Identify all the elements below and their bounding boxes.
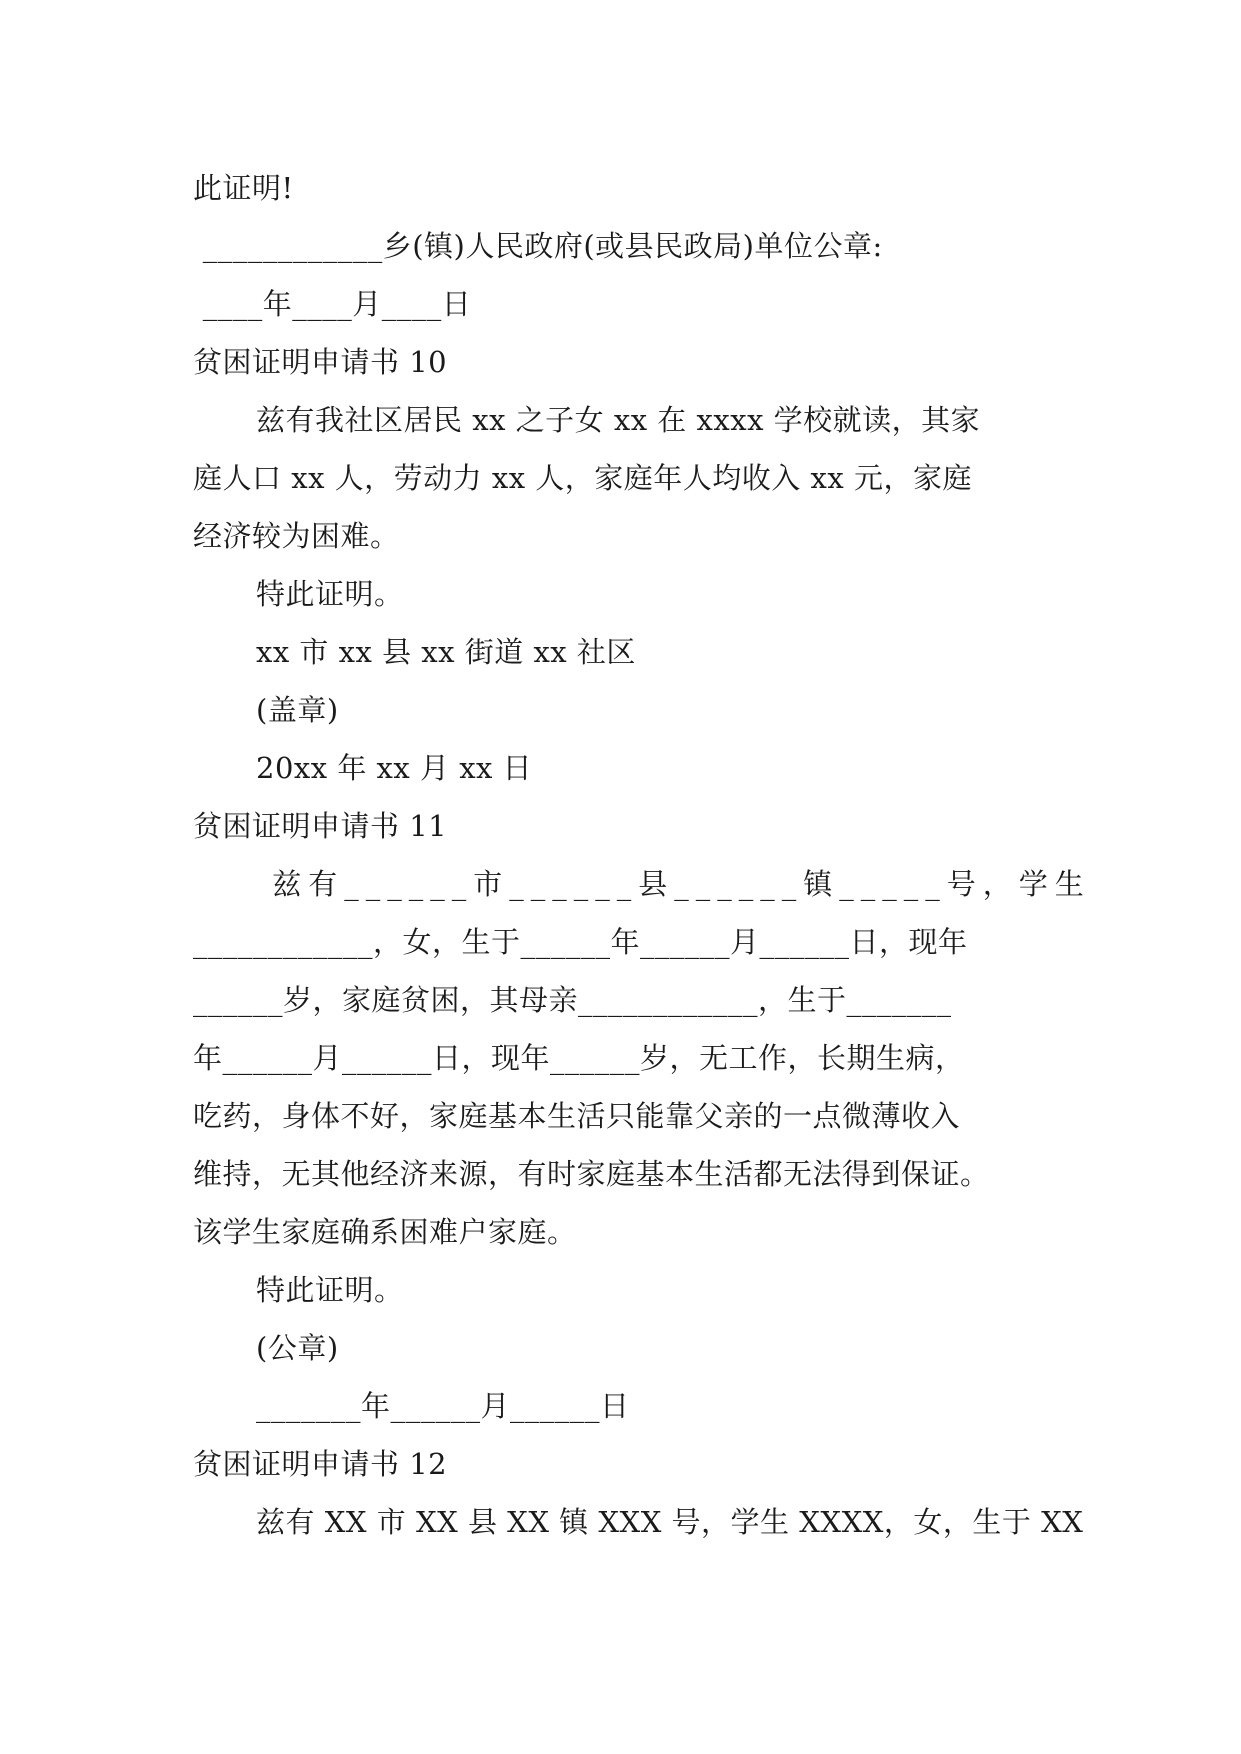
paragraph-line: ____________，女，生于______年______月______日，现年 (193, 925, 968, 959)
section-title-11: 贫困证明申请书 11 (193, 809, 448, 843)
stamp-note: (盖章) (256, 693, 339, 727)
paragraph-line: 兹有______市______县______镇_____号，学生 (256, 867, 1091, 901)
date-line: _______年______月______日 (256, 1389, 630, 1423)
seal-line: ____________乡(镇)人民政府(或县民政局)单位公章: (193, 229, 883, 263)
paragraph-line: 维持，无其他经济来源，有时家庭基本生活都无法得到保证。 (193, 1157, 990, 1191)
paragraph-line: 经济较为困难。 (193, 519, 400, 553)
date-line: 20xx 年 xx 月 xx 日 (256, 751, 533, 785)
paragraph-line: 年______月______日，现年______岁，无工作，长期生病， (193, 1041, 965, 1075)
section-title-12: 贫困证明申请书 12 (193, 1447, 448, 1481)
paragraph-line: 兹有 XX 市 XX 县 XX 镇 XXX 号，学生 XXXX，女，生于 XX (256, 1505, 1084, 1539)
stamp-note: (公章) (256, 1331, 339, 1365)
certify-text: 特此证明。 (256, 577, 404, 611)
paragraph-line: ______岁，家庭贫困，其母亲____________，生于_______ (193, 983, 952, 1017)
closing-text: 此证明! (193, 171, 294, 205)
date-line: ____年____月____日 (193, 287, 472, 321)
certify-text: 特此证明。 (256, 1273, 404, 1307)
section-title-10: 贫困证明申请书 10 (193, 345, 448, 379)
paragraph-line: 兹有我社区居民 xx 之子女 xx 在 xxxx 学校就读，其家 (256, 403, 981, 437)
paragraph-line: 该学生家庭确系困难户家庭。 (193, 1215, 577, 1249)
paragraph-line: 庭人口 xx 人，劳动力 xx 人，家庭年人均收入 xx 元，家庭 (193, 461, 972, 495)
paragraph-line: 吃药，身体不好，家庭基本生活只能靠父亲的一点微薄收入 (193, 1099, 961, 1133)
issuer-line: xx 市 xx 县 xx 街道 xx 社区 (256, 635, 636, 669)
